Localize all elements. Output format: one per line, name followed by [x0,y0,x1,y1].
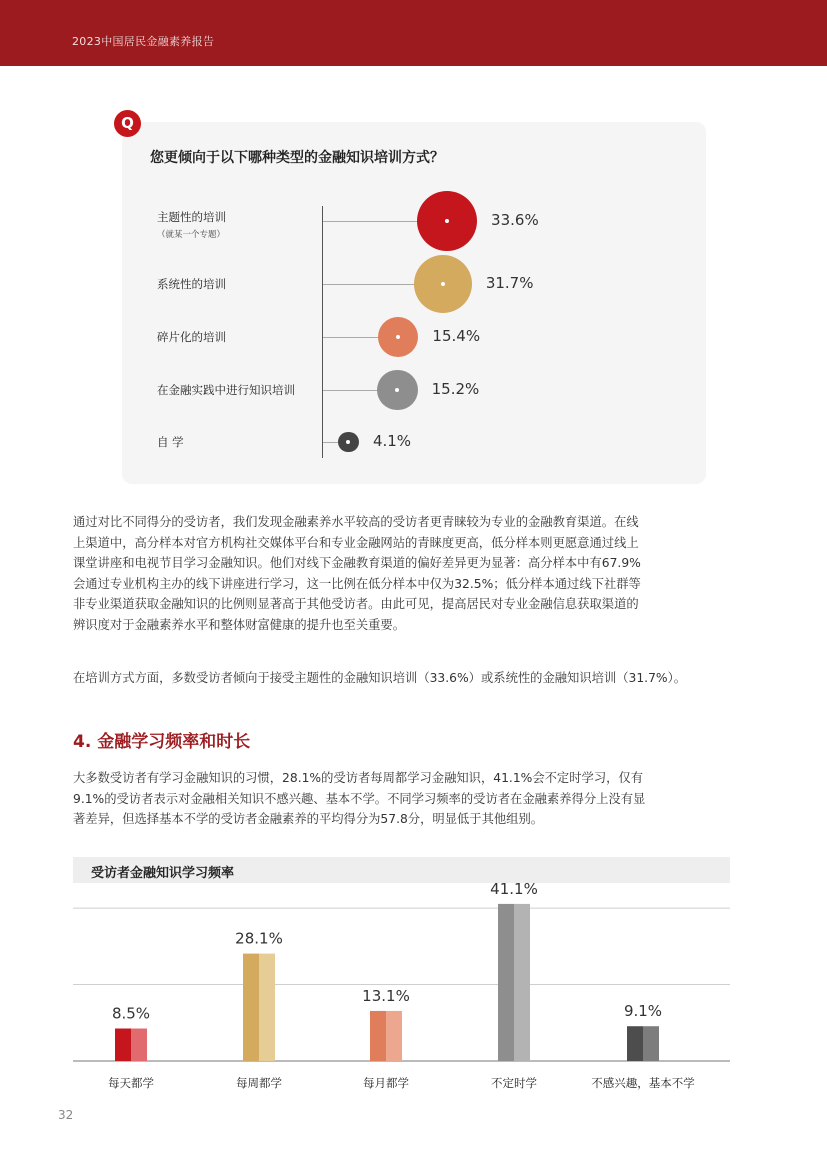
category-label: 每月都学 [363,1076,409,1090]
paragraph-1-line: 通过对比不同得分的受访者，我们发现金融素养水平较高的受访者更青睐较为专业的金融教育渠道。在线 [73,515,639,529]
question-badge: Q [114,110,141,137]
bar-right [259,954,275,1061]
section-title: 4. 金融学习频率和时长 [73,732,251,752]
report-title: 2023中国居民金融素养报告 [72,35,215,48]
bubble-value: 4.1% [372,432,412,450]
bar-left [627,1026,643,1061]
bubble-label: 自 学 [157,435,184,449]
bar-value-label: 8.5% [111,1004,151,1023]
category-label: 每周都学 [236,1076,282,1090]
bar-value-label: 41.1% [490,879,538,898]
bar-right [131,1029,147,1061]
paragraph-3-line: 大多数受访者有学习金融知识的习惯，28.1%的受访者每周都学习金融知识，41.1%会不定时学习，仅有 [73,771,644,785]
bubble-value: 15.4% [432,327,481,345]
paragraph-1-line: 上渠道中，高分样本对官方机构社交媒体平台和专业金融网站的青睐度更高，低分样本则更愿意通过线上 [73,535,639,550]
bar-left [370,1011,386,1061]
bar-left [498,904,514,1061]
paragraph-2: 在培训方式方面，多数受访者倾向于接受主题性的金融知识培训（33.6%）或系统性的金融知识培训（31.7%）。 [73,671,687,685]
question-title: 您更倾向于以下哪种类型的金融知识培训方式？ [150,150,444,166]
bar-right [514,904,530,1061]
page-number: 32 [58,1108,74,1122]
bubble-label: 碎片化的培训 [157,330,226,344]
category-label: 每天都学 [108,1076,154,1090]
bar-right [643,1026,659,1061]
bubble-sublabel: （就某一个专题） [157,230,226,240]
paragraph-3-line: 著差异，但选择基本不学的受访者金融素养的平均得分为57.8分，明显低于其他组别。 [73,812,544,826]
bar-value-label: 9.1% [623,1002,663,1021]
paragraph-3-line: 9.1%的受访者表示对金融相关知识不感兴趣、基本不学。不同学习频率的受访者在金融素养得分上没有显 [73,791,646,806]
bar-value-label: 13.1% [362,986,410,1005]
bar-right [386,1011,402,1061]
bubble-value: 15.2% [431,380,480,398]
category-label: 不定时学 [491,1076,537,1090]
bar-left [115,1029,131,1061]
bar-left [243,954,259,1061]
paragraph-1-line: 非专业渠道获取金融知识的比例则显著高于其他受访者。由此可见，提高居民对专业金融信息获取渠道的 [73,597,639,611]
paragraph-1-line: 辨识度对于金融素养水平和整体财富健康的提升也至关重要。 [73,617,406,632]
bubble-value: 33.6% [491,211,539,229]
paragraph-1-line: 会通过专业机构主办的线下讲座进行学习，这一比例在低分样本中仅为32.5%；低分样本通过线下社群等 [73,576,641,591]
chart-title: 受访者金融知识学习频率 [91,866,235,881]
category-label: 不感兴趣，基本不学 [591,1076,695,1090]
paragraph-1-line: 课堂讲座和电视节目学习金融知识。他们对线下金融教育渠道的偏好差异更为显著：高分样本中有67.9% [73,556,641,570]
bubble-label: 在金融实践中进行知识培训 [157,383,295,397]
bubble-label: 主题性的培训 [157,210,226,224]
bubble-value: 31.7% [485,274,534,292]
bar-value-label: 28.1% [235,929,283,948]
bubble-label: 系统性的培训 [157,277,226,291]
